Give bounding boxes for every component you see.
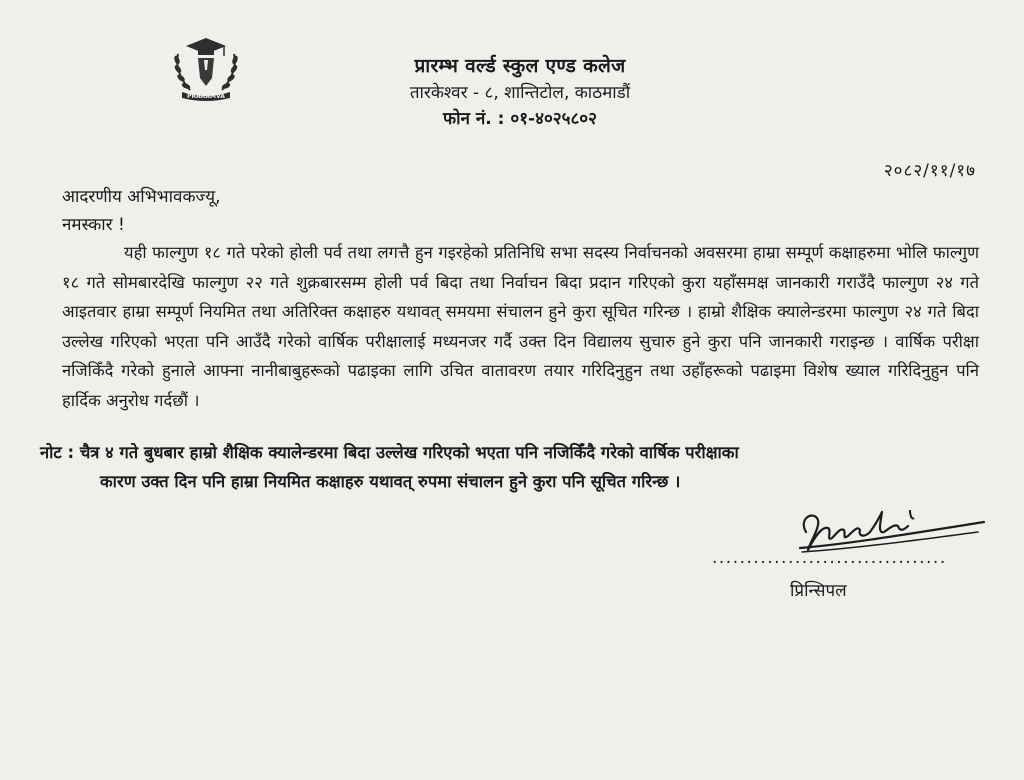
note-line-2: कारण उक्त दिन पनि हाम्रा नियमित कक्षाहरु यथावत् रुपमा संचालन हुने कुरा पनि सूचित गरिन्छ । [100,472,681,491]
school-phone: फोन नं. : ०१-४०२५८०२ [442,109,597,129]
note-line-1: नोट : चैत्र ४ गते बुधबार हाम्रो शैक्षिक क्यालेन्डरमा बिदा उल्लेख गरिएको भएता पनि नजिकिँदै गरेको वार्षिक परीक्षाका [40,443,739,462]
greeting: नमस्कार ! [62,215,125,235]
signatory-title: प्रिन्सिपल [790,581,847,601]
letterhead [300,52,740,132]
school-logo [168,34,244,102]
svg-text:PRARAMVA: PRARAMVA [187,93,225,100]
salutation-block [62,183,221,239]
signature-line: .................................. [712,548,947,568]
note-paragraph [40,438,990,496]
letter-body: यही फाल्गुण १८ गते परेको होली पर्व तथा लगत्तै हुन गइरहेको प्रतिनिधि सभा सदस्य निर्वाचनको अवसरमा हाम्रा सम्पूर्ण कक्षाहरुमा भोलि फाल्गुण १८ गते सोमबारदेखि फाल्गुण २२ गते शुक्रबारसम्म होली पर्व बिदा तथा निर्वाचन बिदा प्रदान गरिएको कुरा यहाँसमक्ष जानकारी गराउँदै फाल्गुण २४ गते आइतवार हाम्रा सम्पूर्ण नियमित तथा अतिरिक्त कक्षाहरु यथावत् समयमा संचालन हुने कुरा सूचित गरिन्छ । हाम्रो शैक्षिक क्यालेन्डरमा फाल्गुण २४ गते बिदा उल्लेख गरिएको भएता पनि आउँदै गरेको वार्षिक परीक्षालाई मध्यनजर गर्दै उक्त दिन विद्यालय सुचारु हुने कुरा पनि जानकारी गराइन्छ । वार्षिक परीक्षा नजिकिँदै गरेको हुनाले आफ्ना नानीबाबुहरूको पढाइका लागि उचित वातावरण तयार गरिदिनुहुन तथा उहाँहरूको पढाइमा विशेष ख्याल गरिदिनुहुन पनि हार्दिक अनुरोध गर्दछौं । [62,243,979,410]
school-name: प्रारम्भ वर्ल्ड स्कुल एण्ड कलेज [414,55,626,77]
letter-date: २०८२/११/१७ [883,161,976,181]
school-address: तारकेश्वर - ८, शान्तिटोल, काठमाडौं [409,83,631,103]
salutation: आदरणीय अभिभावकज्यू, [62,187,221,207]
